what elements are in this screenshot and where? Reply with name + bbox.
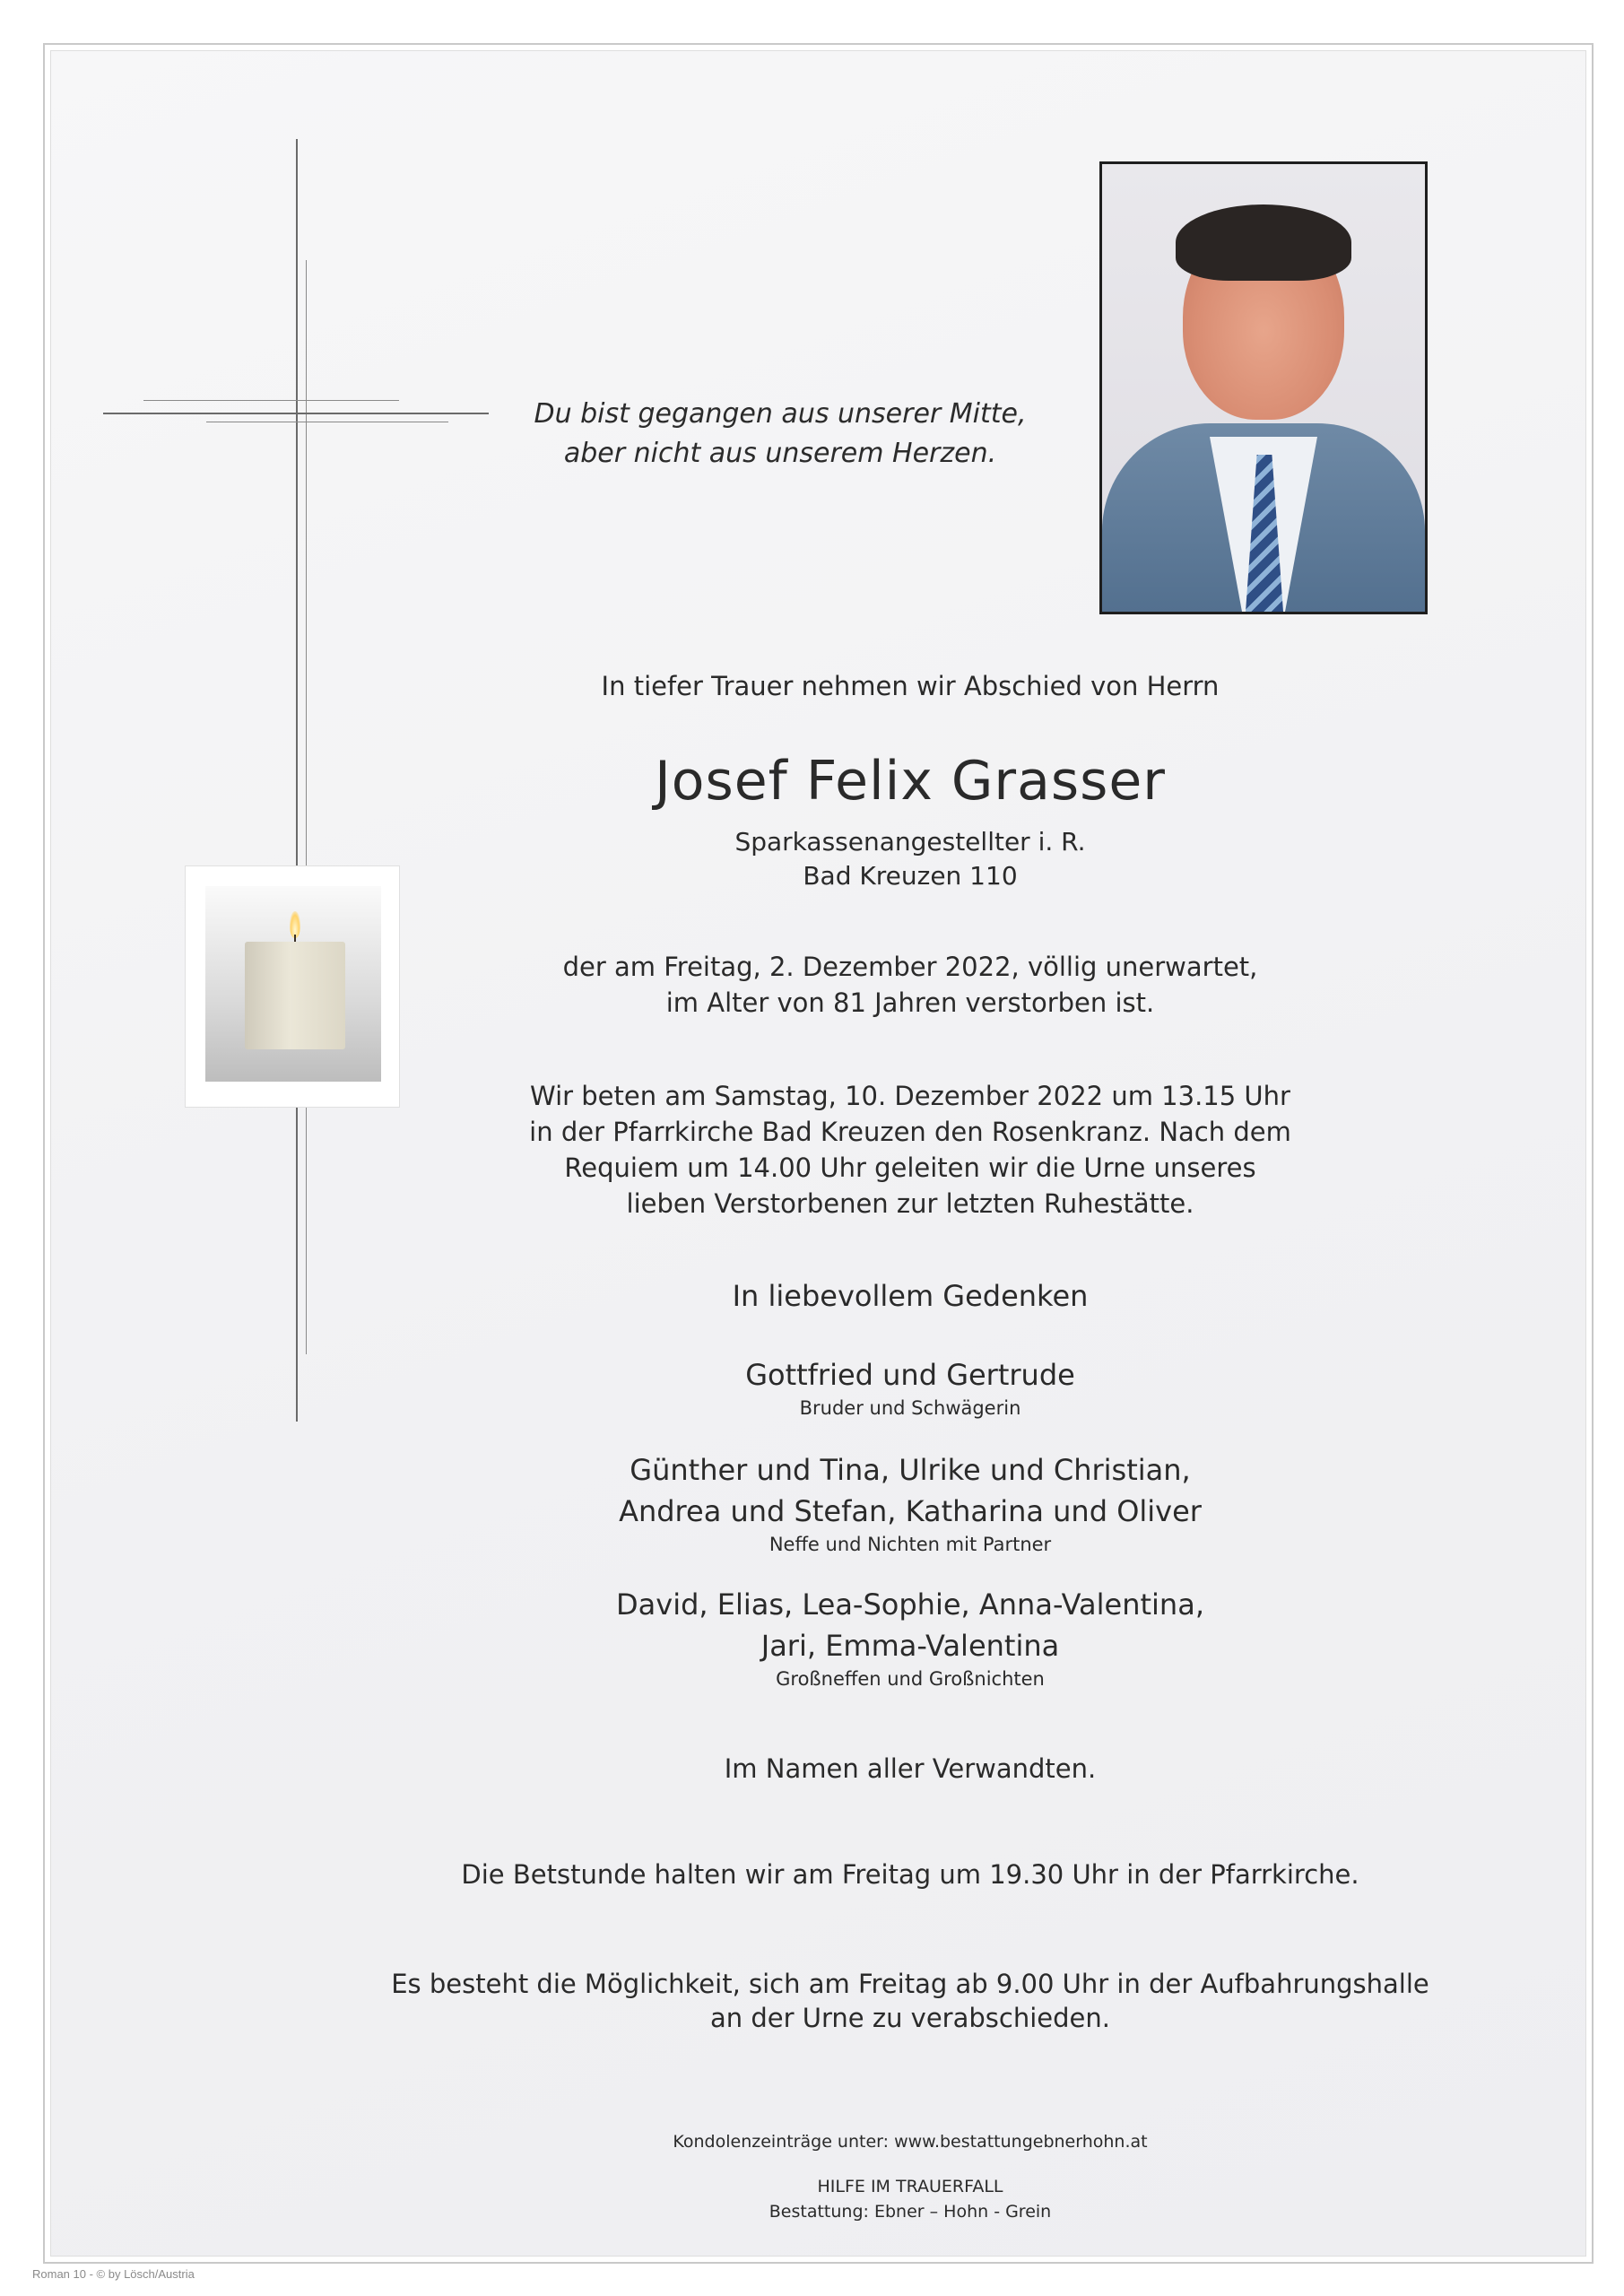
- deceased-occupation: Sparkassenangestellter i. R.: [734, 827, 1086, 857]
- motto-line-1: Du bist gegangen aus unserer Mitte,: [534, 398, 1027, 430]
- mourner-group-1-names: Gottfried und Gertrude: [745, 1358, 1075, 1392]
- farewell-line-2: an der Urne zu verabschieden.: [710, 2003, 1110, 2033]
- deceased-address: Bad Kreuzen 110: [803, 861, 1018, 891]
- service-line-1: Wir beten am Samstag, 10. Dezember 2022 um 13.15 Uhr: [530, 1081, 1290, 1111]
- death-line-1: der am Freitag, 2. Dezember 2022, völlig unerwartet,: [562, 952, 1258, 982]
- mourner-group-2-names-line-2: Andrea und Stefan, Katharina und Oliver: [619, 1494, 1202, 1528]
- mourner-group-3-relation: Großneffen und Großnichten: [776, 1668, 1045, 1690]
- deceased-name: Josef Felix Grasser: [655, 750, 1166, 813]
- service-line-3: Requiem um 14.00 Uhr geleiten wir die Urne unseres: [564, 1152, 1256, 1183]
- mourner-group-2-relation: Neffe und Nichten mit Partner: [769, 1534, 1052, 1555]
- mourner-group-2-names-line-1: Günther und Tina, Ulrike und Christian,: [630, 1453, 1191, 1487]
- farewell-line-1: Es besteht die Möglichkeit, sich am Freitag ab 9.00 Uhr in der Aufbahrungshalle: [391, 1969, 1429, 1999]
- mourner-group-3-names-line-2: Jari, Emma-Valentina: [760, 1629, 1060, 1663]
- relatives-text: Im Namen aller Verwandten.: [724, 1753, 1097, 1784]
- cross-horizontal-line-upper: [143, 400, 399, 401]
- portrait-hair: [1176, 204, 1351, 281]
- mourner-group-1-relation: Bruder und Schwägerin: [799, 1397, 1021, 1419]
- service-line-2: in der Pfarrkirche Bad Kreuzen den Rosenkranz. Nach dem: [529, 1117, 1291, 1147]
- cross-horizontal-line: [103, 413, 489, 414]
- portrait-photo: [1099, 161, 1428, 614]
- funeral-home-name: Bestattung: Ebner – Hohn - Grein: [769, 2202, 1052, 2222]
- condolence-link-text: Kondolenzeinträge unter: www.bestattungebnerhohn.at: [673, 2132, 1148, 2152]
- service-line-4: lieben Verstorbenen zur letzten Ruhestätte.: [626, 1188, 1194, 1219]
- motto-line-2: aber nicht aus unserem Herzen.: [563, 438, 997, 469]
- funeral-home-slogan: HILFE IM TRAUERFALL: [817, 2177, 1003, 2196]
- death-line-2: im Alter von 81 Jahren verstorben ist.: [665, 987, 1155, 1018]
- template-credit: Roman 10 - © by Lösch/Austria: [32, 2267, 195, 2281]
- memory-heading: In liebevollem Gedenken: [732, 1279, 1089, 1313]
- intro-text: In tiefer Trauer nehmen wir Abschied von Herrn: [601, 671, 1220, 701]
- prayer-hour-text: Die Betstunde halten wir am Freitag um 19.30 Uhr in der Pfarrkirche.: [461, 1859, 1359, 1890]
- mourner-group-3-names-line-1: David, Elias, Lea-Sophie, Anna-Valentina,: [616, 1587, 1204, 1622]
